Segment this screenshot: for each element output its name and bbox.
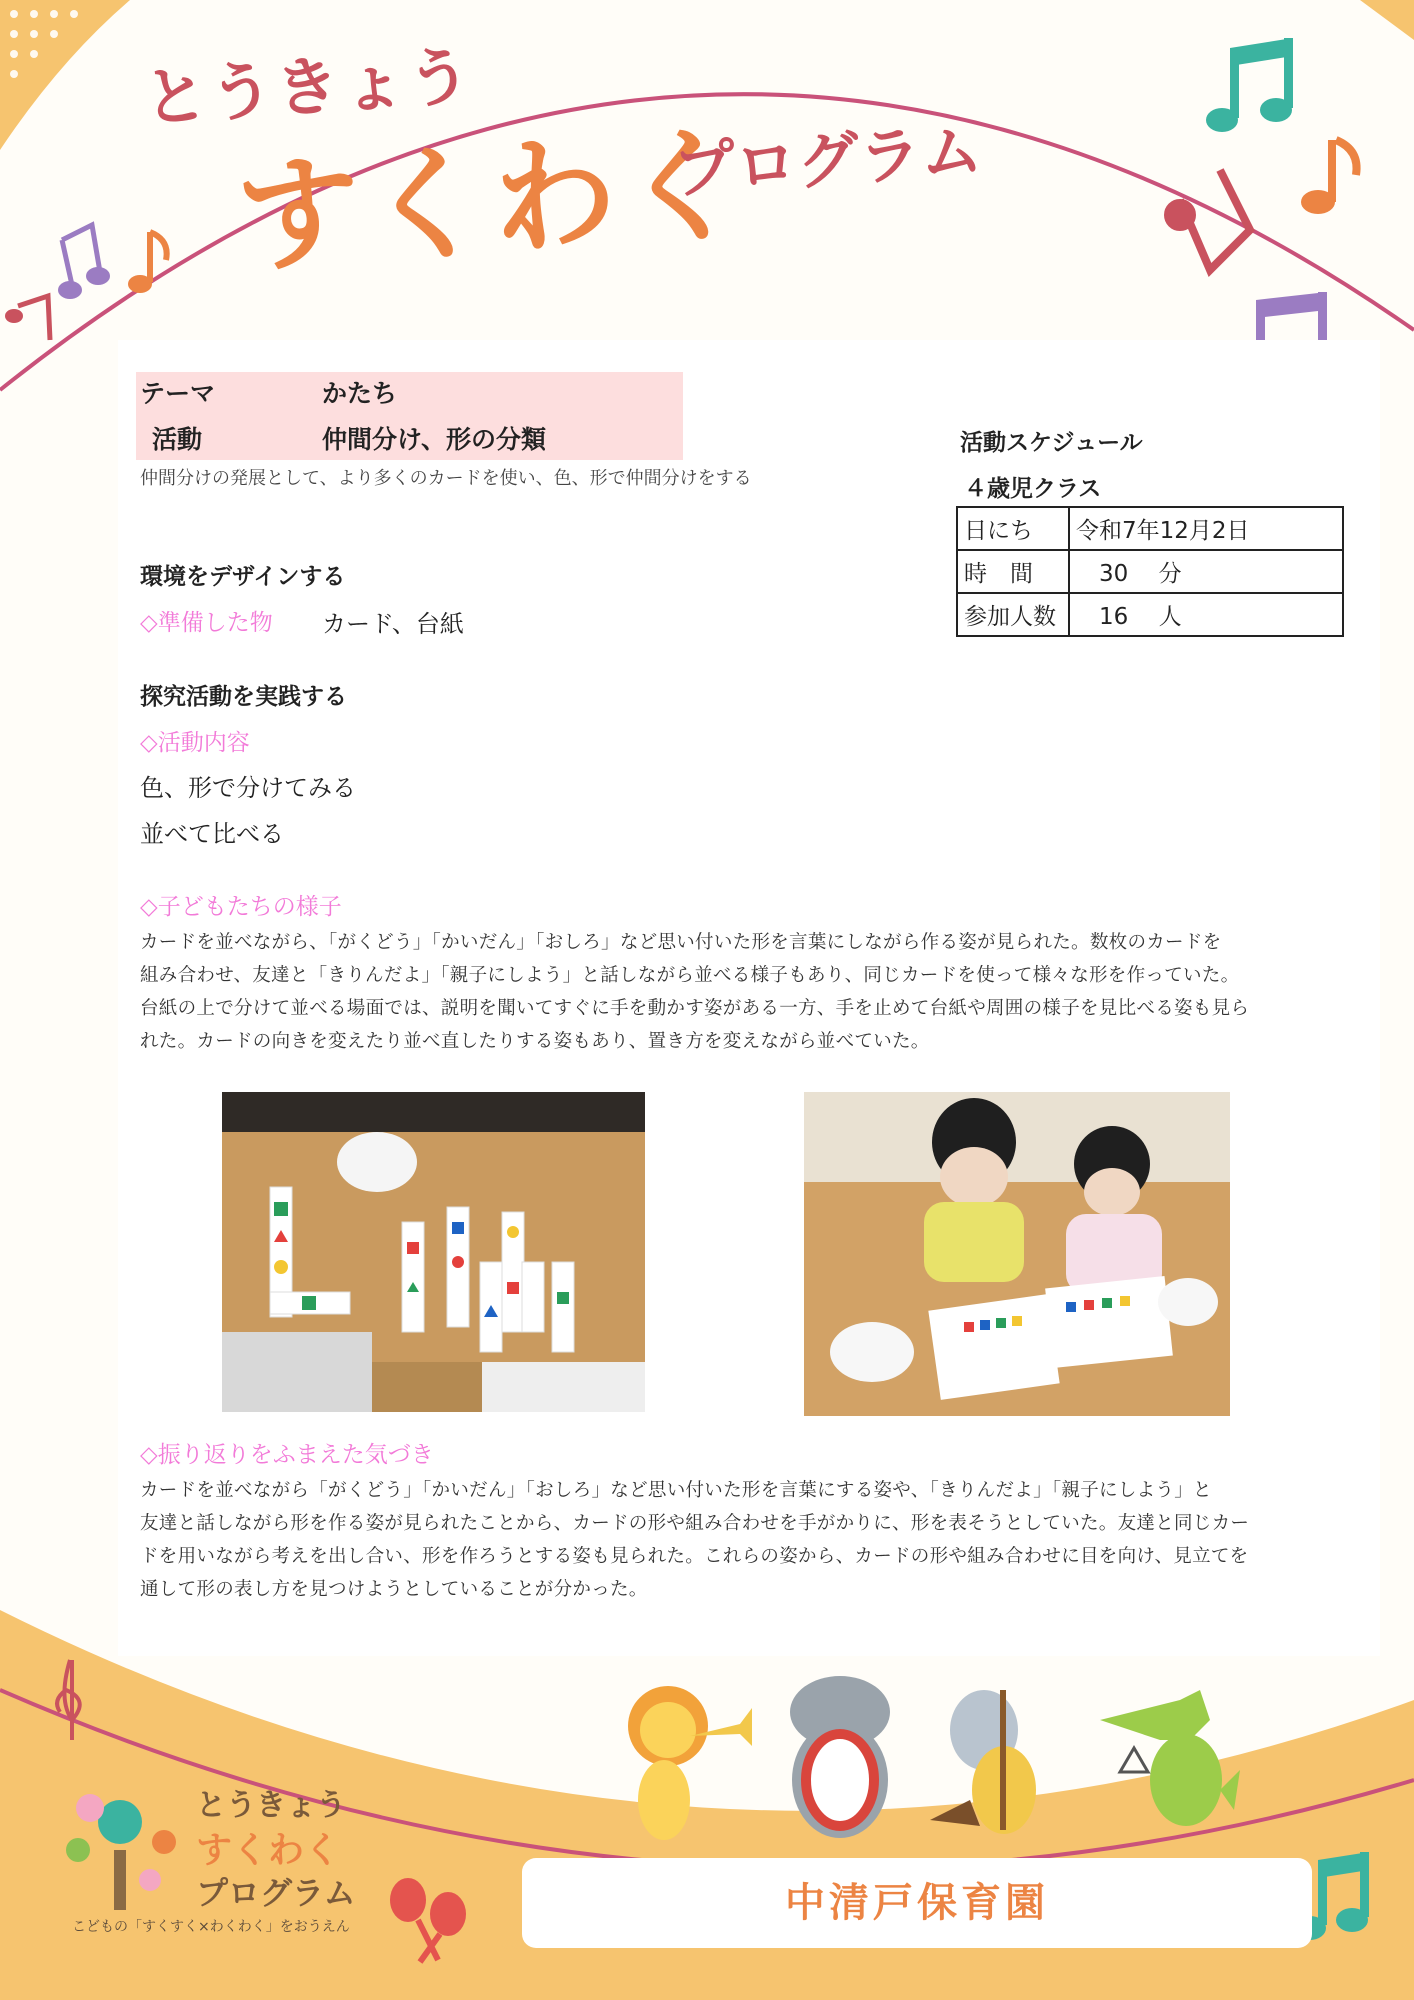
top-left-corner-shape [0, 0, 130, 150]
music-note-orange-top [1301, 140, 1357, 214]
prepared-label: ◇準備した物 [140, 610, 273, 636]
children-paragraph [140, 926, 1360, 1058]
nursery-name: 中清戸保育園 [785, 1880, 1049, 1926]
photo-cards-on-table [222, 1092, 645, 1412]
theme-label: テーマ [140, 379, 216, 408]
activity-label: 活動 [152, 425, 203, 454]
music-note-rose-top [1168, 170, 1250, 270]
music-note-left-group [5, 225, 167, 340]
schedule-row-time [957, 550, 1343, 593]
schedule-class: ４歳児クラス [964, 476, 1102, 502]
schedule-table [956, 506, 1344, 637]
logo-text-line2: すくわく [196, 1830, 341, 1871]
photo-children-illustration [804, 1092, 1230, 1416]
children-line-4: れた。カードの向きを変えたり並べ直したりする姿もあり、置き方を変えながら並べていた。 [140, 1031, 930, 1052]
schedule-label-participants: 参加人数 [957, 593, 1069, 636]
prepared-value: カード、台紙 [322, 610, 464, 638]
activity-content-label: ◇活動内容 [140, 730, 250, 756]
elephant-with-drum-icon [790, 1676, 890, 1838]
activity-content-line-2: 並べて比べる [140, 820, 284, 848]
photo-children-activity [804, 1092, 1230, 1416]
logo-text-line1: とうきょう [196, 1788, 346, 1823]
schedule-value-date: 令和7年12月2日 [1069, 507, 1343, 550]
schedule-value-participants: 16 人 [1069, 593, 1343, 636]
schedule-label-date: 日にち [957, 507, 1069, 550]
music-note-teal-top [1206, 38, 1293, 132]
environment-heading: 環境をデザインする [140, 564, 346, 590]
top-right-corner-shape [1360, 0, 1414, 40]
children-line-1: カードを並べながら、「がくどう」「かいだん」「おしろ」など思い付いた形を言葉にしながら作る姿が見られた。数枚のカードを [140, 932, 1222, 953]
reflection-line-4: 通して形の表し方を見つけようとしていることが分かった。 [140, 1579, 648, 1600]
children-line-2: 組み合わせ、友達と「きりんだよ」「親子にしよう」と話しながら並べる様子もあり、同じカードを使って様々な形を作っていた。 [140, 965, 1240, 986]
logo-tagline: こどもの「すくすく×わくわく」をおうえん [72, 1919, 350, 1935]
logo-text-line3: プログラム [196, 1874, 356, 1912]
children-line-3: 台紙の上で分けて並べる場面では、説明を聞いてすぐに手を動かす姿がある一方、手を止めて台紙や周囲の様子を見比べる姿も見ら [140, 998, 1250, 1019]
theme-description: 仲間分けの発展として、より多くのカードを使い、色、形で仲間分けをする [140, 468, 752, 489]
activity-value: 仲間分け、形の分類 [322, 425, 547, 454]
reflection-line-2: 友達と話しながら形を作る姿が見られたことから、カードの形や組み合わせを手がかりに、形を表そうとしていた。友達と同じカー [140, 1513, 1250, 1534]
title-top: とうきょう [141, 39, 476, 137]
schedule-row-participants [957, 593, 1343, 636]
reflection-line-1: カードを並べながら「がくどう」「かいだん」「おしろ」など思い付いた形を言葉にする姿や、「きりんだよ」「親子にしよう」と [140, 1480, 1212, 1501]
photo-cards-illustration [222, 1092, 645, 1412]
schedule-value-time: 30 分 [1069, 550, 1343, 593]
reflection-paragraph [140, 1474, 1360, 1606]
schedule-label-time: 時 間 [957, 550, 1069, 593]
schedule-row-date [957, 507, 1343, 550]
title-sub: プログラム [670, 113, 985, 208]
reflection-heading: ◇振り返りをふまえた気づき [140, 1442, 434, 1468]
title-main: すくわく [231, 112, 753, 292]
penguin-with-cello-icon [930, 1690, 1036, 1834]
children-heading: ◇子どもたちの様子 [140, 894, 342, 920]
practice-heading: 探究活動を実践する [140, 684, 347, 710]
activity-content-line-1: 色、形で分けてみる [140, 774, 356, 802]
schedule-heading: 活動スケジュール [960, 430, 1143, 456]
theme-value: かたち [322, 379, 398, 408]
reflection-line-3: ドを用いながら考えを出し合い、形を作ろうとする姿も見られた。これらの姿から、カードの形や組み合わせに目を向け、見立てを [140, 1546, 1249, 1567]
